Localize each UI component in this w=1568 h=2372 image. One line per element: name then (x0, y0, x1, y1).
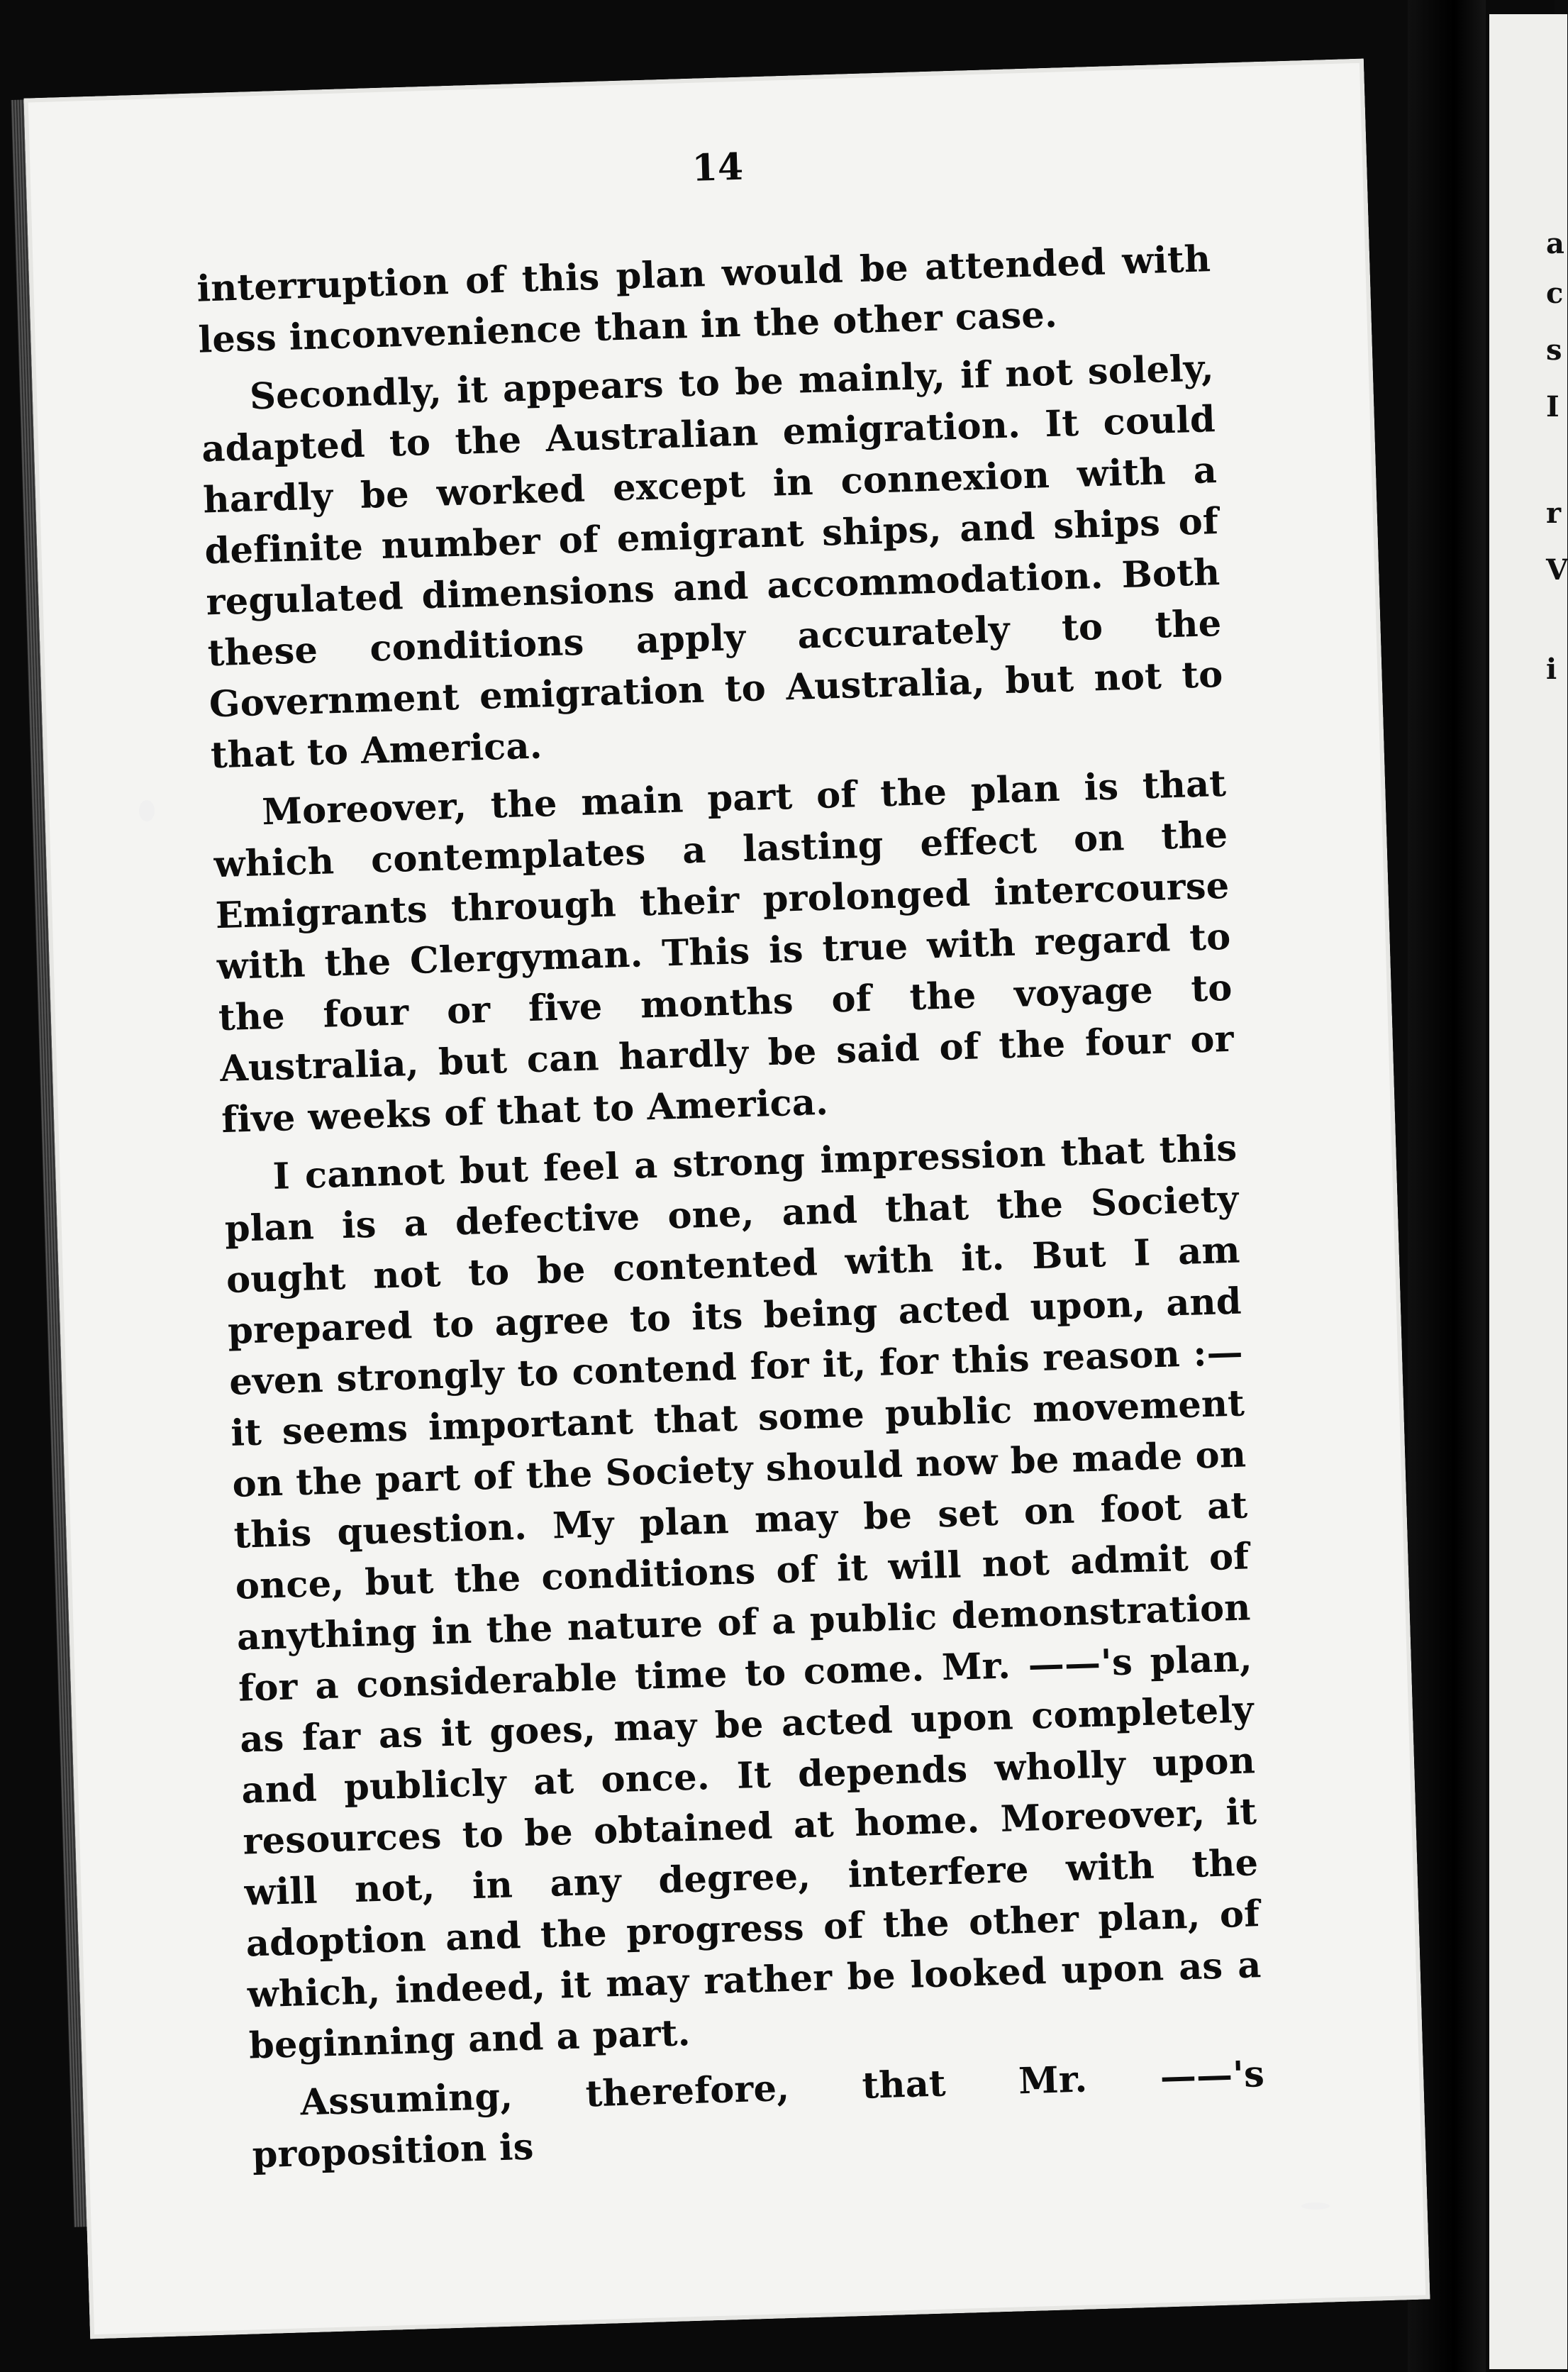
book-page (24, 59, 1430, 2339)
paragraph: Assuming, therefore, that Mr. ——'s proposition is (251, 2053, 1265, 2177)
adjacent-page-glyph: a (1546, 227, 1564, 260)
adjacent-page-fragment (1489, 14, 1567, 2369)
paragraph: I cannot but feel a strong impression that this plan is a defective one, and that the Society ought not to be contented with it. But I am prepared to agree to its being acted upon, and even strongly to contend for it, for this reason :—it seems important that some public movement on the part of the Society should now be made on this question. My plan may be set on foot at once, but the conditions of it will not admit of anything in the nature of a public demonstration for a considerable time to come. Mr. ——'s plan, as far as it goes, may be acted upon completely and publicly at once. It depends wholly upon resources to be obtained at home. Moreover, it will not, in any degree, interfere with the adoption and the progress of the other plan, of which, indeed, it may rather be looked upon as a beginning and a part. (224, 1126, 1262, 2068)
adjacent-page-glyph: V (1546, 553, 1568, 587)
page-body (196, 233, 1267, 2188)
page-number: 14 (691, 145, 744, 190)
paragraph: Secondly, it appears to be mainly, if not solely, adapted to the Australian emigration. It could hardly be worked except in connexion with a definite number of emigrant ships, and ships of regulated dimensions and accommodation. Both these conditions apply accurately to the Government emigration to Australia, but not to that to America. (201, 347, 1224, 777)
scan-artifact (139, 800, 155, 821)
scan-artifact (1301, 2202, 1330, 2210)
adjacent-page-glyph: c (1546, 277, 1564, 310)
paragraph: interruption of this plan would be attended with less inconvenience than in the other case. (196, 238, 1211, 362)
paragraph: Moreover, the main part of the plan is that which contemplates a lasting effect on the Emigrants through their prolonged intercourse with the Clergyman. This is true with regard to the four or five months of the voyage to Australia, but can hardly be said of the four or five weeks of that to America. (213, 762, 1235, 1142)
adjacent-page-glyph: r (1546, 497, 1562, 530)
adjacent-page-glyph: s (1546, 333, 1562, 367)
adjacent-page-glyph: i (1546, 653, 1557, 686)
adjacent-page-glyph: I (1546, 390, 1559, 423)
